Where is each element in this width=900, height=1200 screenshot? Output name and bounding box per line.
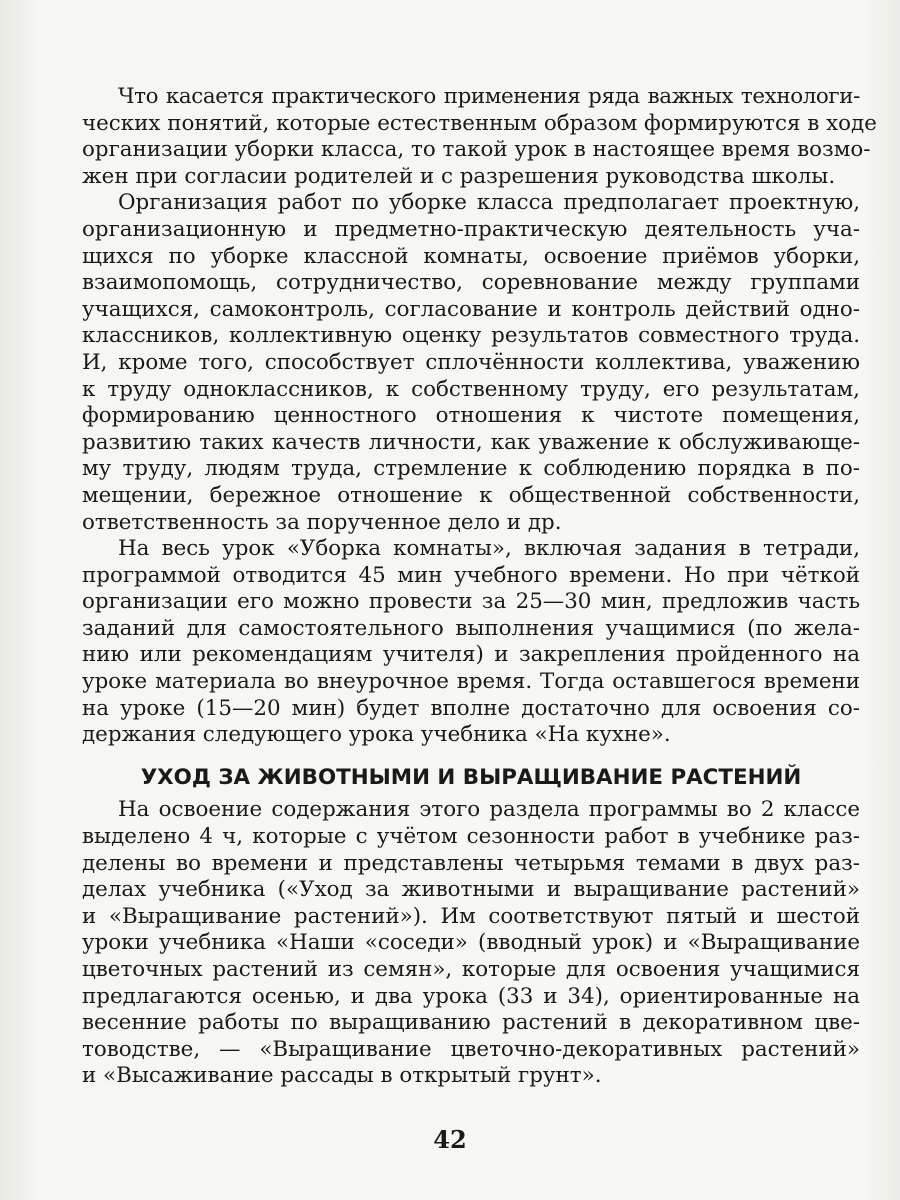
text-line: организационную и предметно-практическую деятельность уча- — [82, 216, 860, 242]
text-line: организации уборки класса, то такой урок в настоящее время возмо- — [82, 137, 871, 163]
text-line: к труду одноклассников, к собственному труду, его результатам, — [82, 376, 860, 402]
text-line: ческих понятий, которые естественным образом формируются в ходе — [82, 110, 877, 136]
text-line: делены во времени и представлены четырьмя темами в двух раз- — [82, 850, 860, 876]
text-line: нию или рекомендациям учителя) и закрепления пройденного на — [82, 642, 860, 668]
text-line: выделено 4 ч, которые с учётом сезонности работ в учебнике раз- — [82, 824, 860, 850]
text-line: Что касается практического применения ряда важных технологи- — [118, 84, 860, 109]
text-line: На освоение содержания этого раздела программы во 2 классе — [118, 797, 860, 823]
text-line: делах учебника («Уход за животными и выращивание растений» — [82, 877, 860, 903]
text-line: учащихся, самоконтроль, согласование и контроль действий одно- — [82, 296, 860, 322]
text-line: на уроке (15—20 мин) будет вполне достаточно для освоения со- — [82, 695, 860, 721]
text-line: держания следующего урока учебника «На кухне». — [82, 722, 671, 748]
text-line: жен при согласии родителей и с разрешения руководства школы. — [82, 163, 836, 189]
text-line: щихся по уборке классной комнаты, освоение приёмов уборки, — [82, 243, 860, 269]
page-number: 42 — [433, 1125, 467, 1154]
text-line: формированию ценностного отношения к чистоте помещения, — [82, 403, 860, 429]
text-line: уроке материала во внеурочное время. Тогда оставшегося времени — [82, 669, 860, 695]
text-line: классников, коллективную оценку результатов совместного труда. — [82, 323, 860, 349]
text-line: Организация работ по уборке класса предполагает проектную, — [118, 190, 860, 216]
text-line: му труду, людям труда, стремление к соблюдению порядка в по- — [82, 456, 860, 482]
text-line: товодстве, — «Выращивание цветочно-декоративных растений» — [82, 1036, 860, 1062]
text-line: заданий для самостоятельного выполнения учащимися (по жела- — [82, 615, 860, 641]
text-line: программой отводится 45 мин учебного времени. Но при чёткой — [82, 562, 860, 588]
text-line: и «Высаживание рассады в открытый грунт». — [82, 1063, 602, 1089]
paragraph — [82, 536, 860, 749]
paragraph — [82, 797, 860, 1090]
text-line: весенние работы по выращиванию растений в декоративном цве- — [82, 1010, 860, 1036]
text-column — [82, 84, 877, 1090]
text-line: цветочных растений из семян», которые для освоения учащимися — [82, 957, 860, 982]
section-text-animals-plants — [82, 797, 860, 1090]
text-line: предлагаются осенью, и два урока (33 и 34), ориентированные на — [82, 983, 860, 1009]
text-line: взаимопомощь, сотрудничество, соревнование между группами — [82, 270, 860, 296]
section-heading: УХОД ЗА ЖИВОТНЫМИ И ВЫРАЩИВАНИЕ РАСТЕНИЙ — [140, 764, 802, 790]
paragraph — [82, 190, 860, 536]
text-line: организации его можно провести за 25—30 мин, предложив часть — [82, 589, 860, 615]
text-line: И, кроме того, способствует сплочённости коллектива, уважению — [82, 349, 860, 375]
text-line: мещении, бережное отношение к общественной собственности, — [82, 482, 860, 508]
text-line: развитию таких качеств личности, как уважение к обслуживающе- — [82, 429, 860, 455]
text-line: На весь урок «Уборка комнаты», включая задания в тетради, — [118, 536, 860, 562]
text-line: уроки учебника «Наши «соседи» (вводный урок) и «Выращивание — [82, 930, 860, 956]
text-line: и «Выращивание растений»). Им соответствуют пятый и шестой — [82, 903, 860, 929]
text-line: ответственность за порученное дело и др. — [82, 509, 562, 535]
section-text-cleaning — [82, 84, 877, 749]
paragraph — [82, 84, 877, 190]
